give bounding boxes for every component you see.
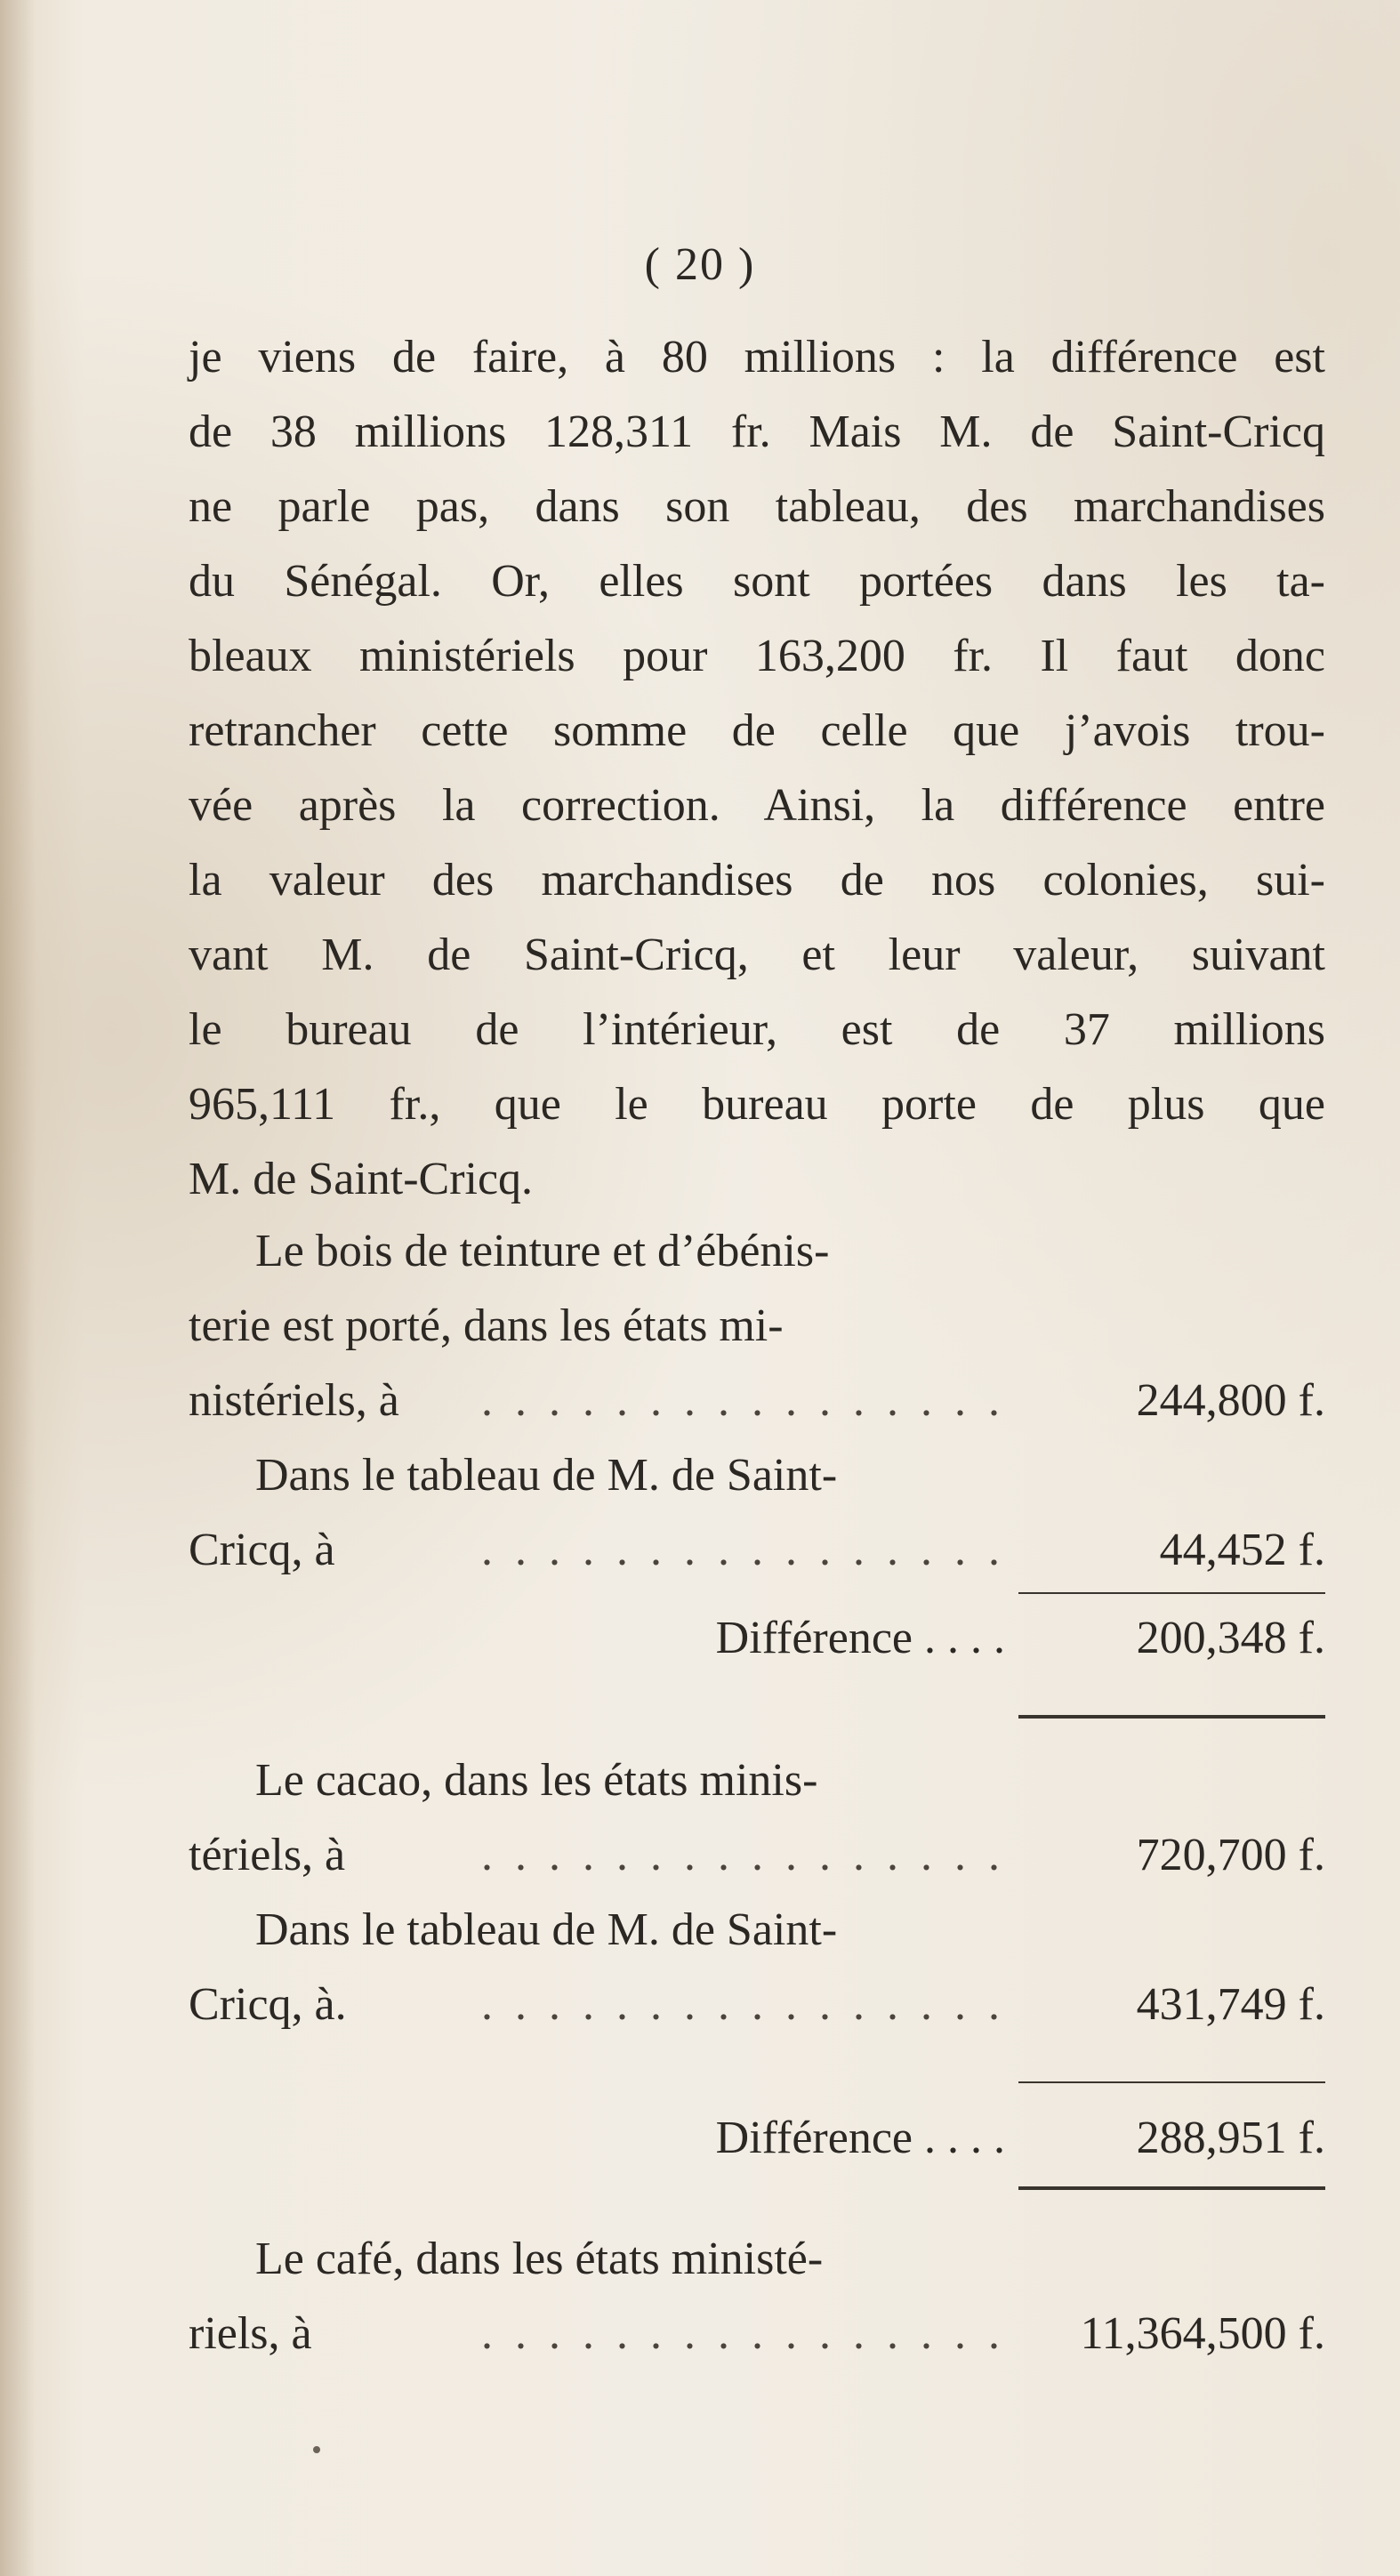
- section-rule: [1018, 1715, 1325, 1719]
- ledger-cafe-line-1: [189, 2222, 1325, 2297]
- paragraph-line: vant M. de Saint-Cricq, et leur valeur, suivant: [189, 930, 1325, 980]
- leader-dots: . . . . . . . . . . . . . . . .: [481, 1525, 1005, 1575]
- paper-speck: [313, 2446, 320, 2453]
- ledger-amount: 44,452 f.: [1159, 1525, 1325, 1575]
- difference-label: Différence . . . .: [715, 2113, 1005, 2163]
- ledger-label: Cricq, à: [189, 1525, 335, 1575]
- paragraph-line: vée après la correction. Ainsi, la différence entre: [189, 780, 1325, 831]
- paragraph-line: 965,111 fr., que le bureau porte de plus que: [189, 1079, 1325, 1130]
- sum-rule: [1018, 1592, 1325, 1594]
- ledger-label: Dans le tableau de M. de Saint-: [255, 1904, 838, 1955]
- ledger-bois-difference: [189, 1601, 1325, 1676]
- ledger-label: Cricq, à.: [189, 1979, 347, 2030]
- leader-dots: . . . . . . . . . . . . . . . .: [481, 1375, 1005, 1426]
- leader-dots: . . . . . . . . . . . . . . . .: [481, 2308, 1005, 2359]
- section-rule: [1018, 2186, 1325, 2190]
- paragraph-line: M. de Saint-Cricq.: [189, 1154, 534, 1204]
- leader-dots: . . . . . . . . . . . . . . . .: [481, 1979, 1005, 2030]
- ledger-cacao-row-tableau: [189, 1968, 1325, 2042]
- ledger-label: nistériels, à: [189, 1375, 399, 1426]
- paragraph-line: de 38 millions 128,311 fr. Mais M. de Saint-Cricq: [189, 407, 1325, 457]
- ledger-cacao-line-1: [189, 1743, 1325, 1818]
- difference-label: Différence . . . .: [715, 1613, 1005, 1663]
- paragraph-line: bleaux ministériels pour 163,200 fr. Il faut donc: [189, 631, 1325, 681]
- ledger-bois-line-4: [189, 1438, 1325, 1513]
- ledger-label: terie est porté, dans les états mi-: [189, 1300, 784, 1351]
- ledger-cacao-difference: [189, 2101, 1325, 2176]
- ledger-amount: 244,800 f.: [1136, 1375, 1325, 1426]
- ledger-amount: 11,364,500 f.: [1080, 2308, 1325, 2359]
- paragraph-line: le bureau de l’intérieur, est de 37 millions: [189, 1004, 1325, 1055]
- paragraph-line: du Sénégal. Or, elles sont portées dans les ta-: [189, 556, 1325, 607]
- difference-amount: 288,951 f.: [1136, 2113, 1325, 2163]
- ledger-label: Le bois de teinture et d’ébénis-: [255, 1226, 830, 1276]
- sum-rule: [1018, 2081, 1325, 2083]
- ledger-bois-row-tableau: [189, 1513, 1325, 1588]
- ledger-cacao-line-3: [189, 1893, 1325, 1968]
- paragraph-line: la valeur des marchandises de nos colonies, sui-: [189, 855, 1325, 906]
- ledger-label: Dans le tableau de M. de Saint-: [255, 1450, 838, 1501]
- ledger-bois-line-1: [189, 1214, 1325, 1289]
- ledger-label: tériels, à: [189, 1830, 346, 1880]
- spine-shadow: [0, 0, 36, 2576]
- ledger-cacao-row-ministeriels: [189, 1818, 1325, 1893]
- ledger-label: riels, à: [189, 2308, 312, 2359]
- ledger-label: Le cacao, dans les états minis-: [255, 1755, 818, 1806]
- ledger-bois-line-2: [189, 1289, 1325, 1364]
- difference-amount: 200,348 f.: [1136, 1613, 1325, 1663]
- paragraph-line: ne parle pas, dans son tableau, des marchandises: [189, 481, 1325, 532]
- ledger-label: Le café, dans les états ministé-: [255, 2234, 824, 2284]
- ledger-amount: 431,749 f.: [1136, 1979, 1325, 2030]
- leader-dots: . . . . . . . . . . . . . . . .: [481, 1830, 1005, 1880]
- body-paragraph: [189, 320, 1325, 1217]
- paragraph-line: je viens de faire, à 80 millions : la différence est: [189, 332, 1325, 382]
- paragraph-line: retrancher cette somme de celle que j’avois trou-: [189, 705, 1325, 756]
- ledger-cafe-row-ministeriels: [189, 2297, 1325, 2371]
- page-number: ( 20 ): [644, 239, 756, 290]
- ledger-amount: 720,700 f.: [1136, 1830, 1325, 1880]
- ledger-bois-row-ministeriels: [189, 1364, 1325, 1438]
